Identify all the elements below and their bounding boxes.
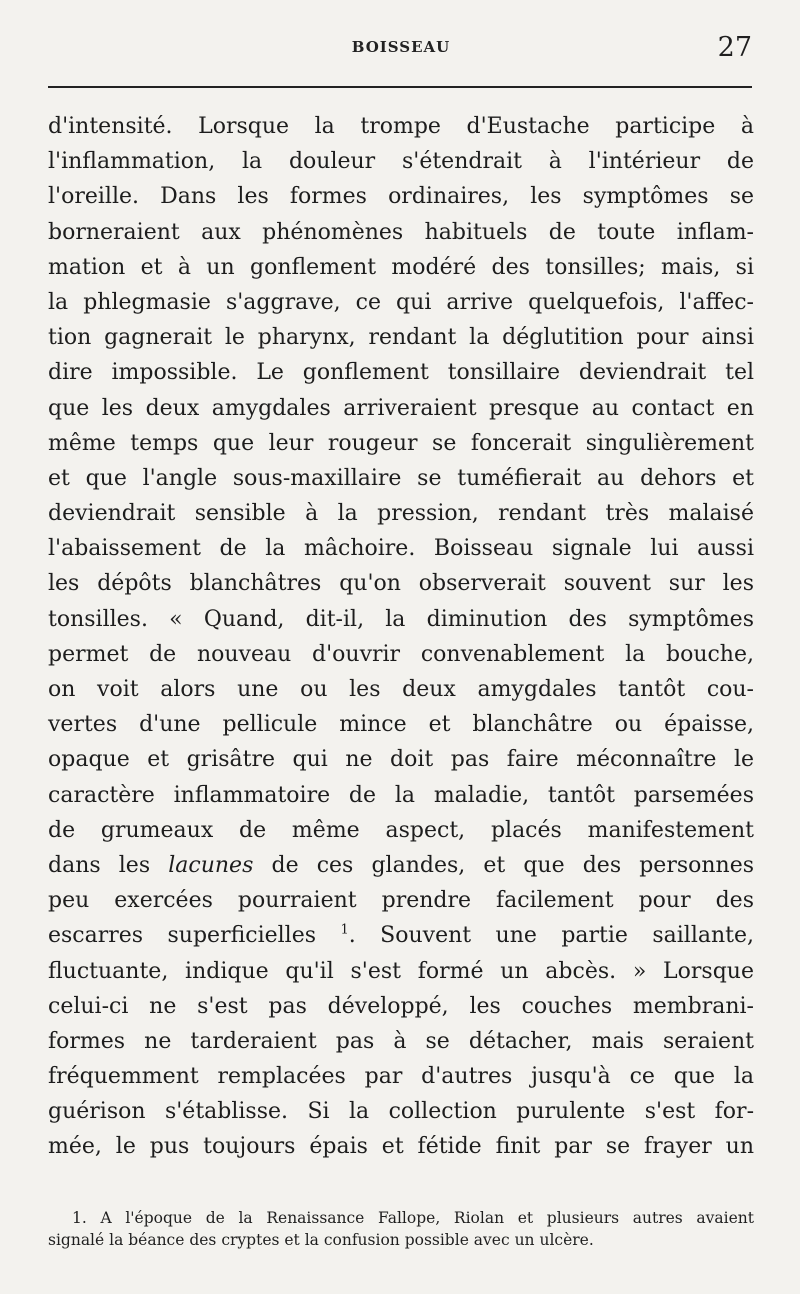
text-line: que les deux amygdales arriveraient presque au contact en bbox=[48, 395, 754, 421]
italic-term-lacunes: lacunes bbox=[168, 852, 254, 878]
footnotes bbox=[48, 1207, 754, 1251]
text-line: borneraient aux phénomènes habituels de toute inflam- bbox=[48, 219, 754, 245]
text-line: de grumeaux de même aspect, placés manifestement bbox=[48, 817, 754, 843]
text-segment: dans les bbox=[48, 852, 151, 878]
text-line: permet de nouveau d'ouvrir convenablement la bouche, bbox=[48, 641, 754, 667]
text-line: guérison s'établisse. Si la collection purulente s'est for- bbox=[48, 1099, 754, 1125]
body-text bbox=[48, 109, 754, 1165]
text-line bbox=[48, 848, 754, 883]
header-rule bbox=[48, 86, 752, 88]
text-line: tion gagnerait le pharynx, rendant la déglutition pour ainsi bbox=[48, 325, 754, 351]
running-title: BOISSEAU bbox=[351, 38, 451, 56]
text-segment: escarres superficielles bbox=[48, 923, 317, 949]
text-segment: . Souvent une partie saillante, bbox=[348, 923, 755, 949]
text-line: l'inflammation, la douleur s'étendrait à l'intérieur de bbox=[48, 149, 754, 175]
text-line: mée, le pus toujours épais et fétide finit par se frayer un bbox=[48, 1134, 754, 1160]
text-line: celui-ci ne s'est pas développé, les couches membrani- bbox=[48, 993, 754, 1019]
text-line: les dépôts blanchâtres qu'on observerait souvent sur les bbox=[48, 571, 754, 597]
footnote-reference: 1 bbox=[340, 922, 349, 938]
text-line: tonsilles. « Quand, dit-il, la diminution des symptômes bbox=[48, 606, 754, 632]
running-head bbox=[48, 34, 754, 66]
text-line: l'abaissement de la mâchoire. Boisseau signale lui aussi bbox=[48, 536, 754, 562]
footnote-line: 1. A l'époque de la Renaissance Fallope, Riolan et plusieurs autres avaient bbox=[72, 1209, 754, 1227]
page-number: 27 bbox=[717, 32, 752, 63]
text-line: dire impossible. Le gonflement tonsillaire deviendrait tel bbox=[48, 360, 754, 386]
text-line: mation et à un gonflement modéré des tonsilles; mais, si bbox=[48, 254, 754, 280]
text-line: la phlegmasie s'aggrave, ce qui arrive quelquefois, l'affec- bbox=[48, 289, 754, 315]
text-line: on voit alors une ou les deux amygdales tantôt cou- bbox=[48, 677, 754, 702]
text-line: deviendrait sensible à la pression, rendant très malaisé bbox=[48, 501, 754, 527]
text-line: vertes d'une pellicule mince et blanchâtre ou épaisse, bbox=[48, 712, 754, 738]
text-line: fréquemment remplacées par d'autres jusqu'à ce que la bbox=[48, 1064, 754, 1090]
text-line: formes ne tarderaient pas à se détacher, mais seraient bbox=[48, 1028, 754, 1054]
text-line: et que l'angle sous-maxillaire se tuméfierait au dehors et bbox=[48, 465, 754, 491]
text-line: d'intensité. Lorsque la trompe d'Eustache participe à bbox=[48, 114, 754, 139]
text-line bbox=[48, 918, 754, 953]
footnote-line: signalé la béance des cryptes et la confusion possible avec un ulcère. bbox=[48, 1231, 594, 1249]
text-line: fluctuante, indique qu'il s'est formé un abcès. » Lorsque bbox=[48, 958, 754, 984]
text-line: caractère inflammatoire de la maladie, tantôt parsemées bbox=[48, 782, 754, 808]
text-line: peu exercées pourraient prendre facilement pour des bbox=[48, 888, 754, 914]
text-segment: de ces glandes, et que des personnes bbox=[271, 852, 755, 878]
text-line: même temps que leur rougeur se foncerait singulièrement bbox=[48, 430, 754, 456]
text-line: opaque et grisâtre qui ne doit pas faire méconnaître le bbox=[48, 747, 754, 773]
text-line: l'oreille. Dans les formes ordinaires, les symptômes se bbox=[48, 184, 754, 210]
